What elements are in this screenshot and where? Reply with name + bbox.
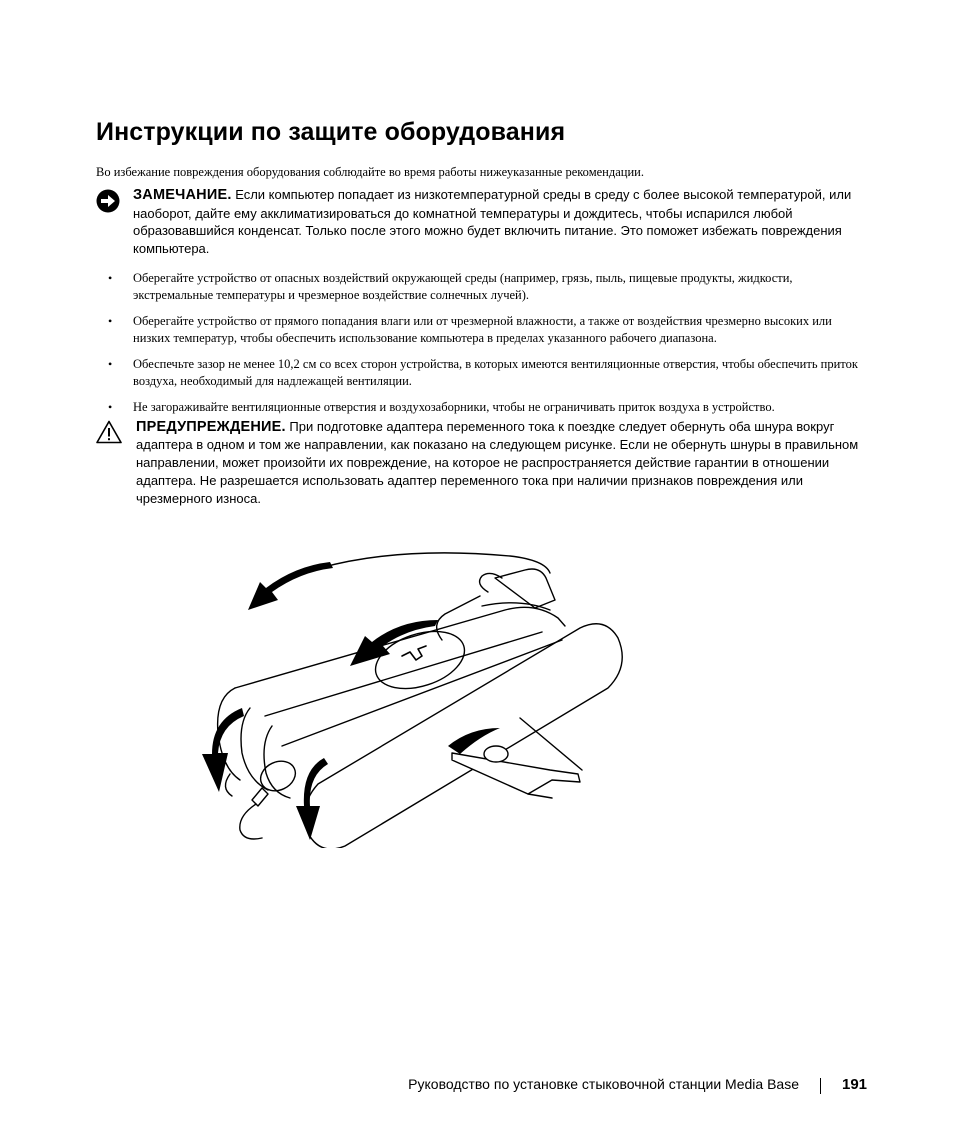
notice-body: Если компьютер попадает из низкотемпературной среды в среду с более высокой температурой, или наоборот, дайте ему акклиматизироваться до комнатной температуры и дождитесь, чтобы испарился любой образовавшийся конденсат. Только после этого можно будет включить питание. Это поможет избежать повреждения компьютера. (133, 187, 852, 256)
list-item (96, 270, 866, 304)
bullet-icon: • (108, 314, 113, 328)
list-item (96, 313, 866, 347)
footer-divider (820, 1078, 821, 1094)
notice-icon (96, 189, 120, 213)
intro-paragraph: Во избежание повреждения оборудования соблюдайте во время работы нижеуказанные рекомендации. (96, 165, 644, 179)
page-title: Инструкции по защите оборудования (96, 118, 566, 146)
list-item-text: Оберегайте устройство от опасных воздействий окружающей среды (например, грязь, пыль, пищевые продукты, жидкости, экстремальные температуры и чрезмерное воздействие солнечных лучей). (133, 271, 793, 302)
page-footer (0, 1076, 954, 1096)
ac-adapter-cord-wrapping-illustration (190, 548, 640, 848)
list-item-text: Не загораживайте вентиляционные отверстия и воздухозаборники, чтобы не ограничивать приток воздуха в устройство. (133, 400, 775, 414)
page-number: 191 (842, 1076, 868, 1093)
bullet-icon: • (108, 400, 113, 414)
notice-label: ЗАМЕЧАНИЕ. (133, 187, 232, 203)
warning-text (136, 418, 862, 508)
bullet-icon: • (108, 271, 113, 285)
notice-text (133, 186, 853, 257)
list-item (96, 356, 866, 390)
footer-document-title: Руководство по установке стыковочной станции Media Base (408, 1076, 799, 1092)
list-item-text: Оберегайте устройство от прямого попадания влаги или от чрезмерной влажности, а также от воздействия чрезмерно высоких или низких температур, чтобы обеспечить использование компьютера в пределах указанного рабочего диапазона. (133, 314, 832, 345)
precaution-list (96, 270, 866, 425)
list-item (96, 399, 866, 416)
warning-triangle-icon (96, 420, 122, 444)
bullet-icon: • (108, 357, 113, 371)
list-item-text: Обеспечьте зазор не менее 10,2 см со всех сторон устройства, в которых имеются вентиляционные отверстия, чтобы обеспечить приток воздуха, необходимый для надлежащей вентиляции. (133, 357, 858, 388)
warning-body: При подготовке адаптера переменного тока к поездке следует обернуть оба шнура вокруг адаптера в одном и том же направлении, как показано на следующем рисунке. Если не обернуть шнуры в правильном направлении, может произойти их повреждение, на которое не распространяется действие гарантии в отношении адаптера. Не разрешается использовать адаптер переменного тока при наличии признаков повреждения или чрезмерного износа. (136, 419, 859, 506)
warning-label: ПРЕДУПРЕЖДЕНИЕ. (136, 419, 286, 435)
